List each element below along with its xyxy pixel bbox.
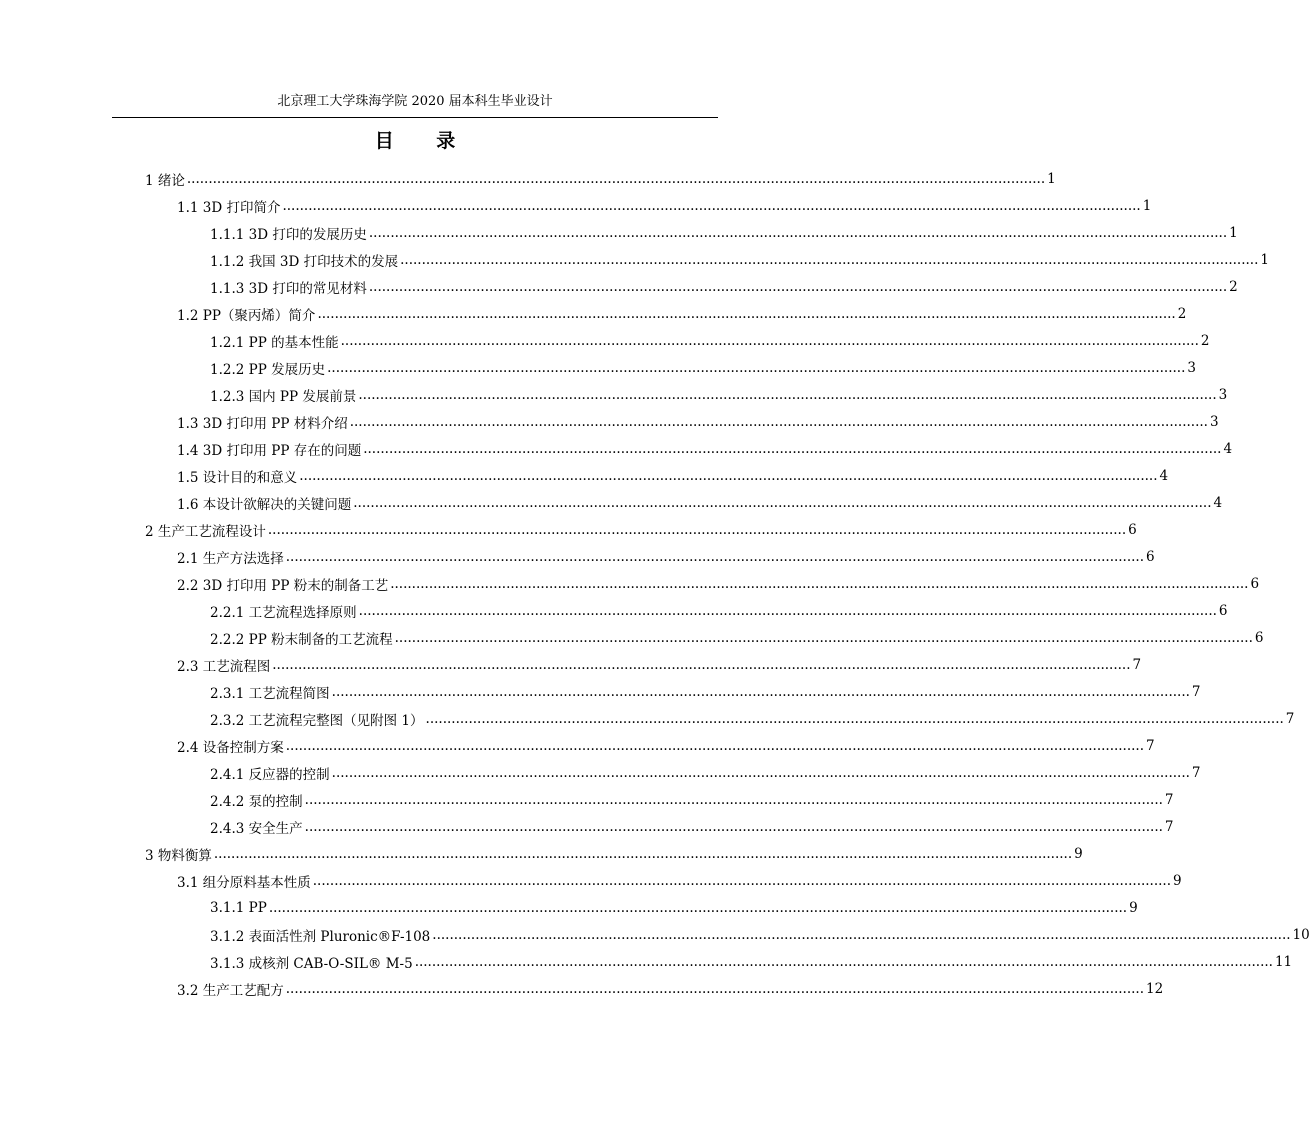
toc-entry-label: 2.3.2 工艺流程完整图（见附图 1）	[210, 712, 424, 729]
toc-entry-page: 11	[1274, 953, 1293, 970]
toc-entry-label: 2.4.1 反应器的控制	[210, 766, 330, 783]
toc-entry-page: 9	[1173, 872, 1182, 889]
toc-leader-dots: ........................................................................................................................................................................................................	[331, 764, 1190, 781]
toc-entry-label: 2.2.2 PP 粉末制备的工艺流程	[210, 631, 393, 648]
toc-entry-page: 1	[1142, 197, 1152, 214]
toc-leader-dots: ........................................................................................................................................................................................................	[317, 305, 1176, 322]
toc-entry-label: 2.3 工艺流程图	[177, 658, 271, 675]
toc-entry[interactable]	[210, 624, 1264, 651]
toc-entry-page: 1	[1229, 224, 1238, 241]
toc-leader-dots: ........................................................................................................................................................................................................	[267, 521, 1127, 538]
toc-entry-label: 2.4.2 泵的控制	[210, 793, 303, 810]
toc-leader-dots: ........................................................................................................................................................................................................	[312, 872, 1172, 889]
toc-entry-page: 6	[1250, 575, 1260, 592]
toc-entry-page: 7	[1146, 737, 1155, 754]
toc-entry[interactable]	[210, 705, 1295, 732]
toc-entry[interactable]	[210, 354, 1196, 381]
toc-entry-page: 3	[1187, 359, 1196, 376]
toc-entry-label: 1.6 本设计欲解决的关键问题	[177, 496, 352, 513]
toc-entry[interactable]	[210, 273, 1238, 300]
toc-entry[interactable]	[177, 300, 1187, 327]
toc-title: 目 录	[374, 130, 474, 152]
toc-leader-dots: ........................................................................................................................................................................................................	[285, 980, 1145, 997]
toc-entry[interactable]	[145, 516, 1137, 543]
toc-entry[interactable]	[145, 165, 1056, 192]
toc-leader-dots: ........................................................................................................................................................................................................	[394, 629, 1253, 646]
toc-entry[interactable]	[210, 381, 1228, 408]
toc-entry[interactable]	[177, 192, 1152, 219]
toc-entry-page: 9	[1129, 899, 1138, 916]
toc-entry-label: 3.1.1 PP	[210, 899, 267, 916]
toc-leader-dots: ........................................................................................................................................................................................................	[285, 548, 1145, 565]
toc-entry-page: 10	[1292, 926, 1310, 943]
toc-entry[interactable]	[177, 543, 1155, 570]
toc-leader-dots: ........................................................................................................................................................................................................	[353, 494, 1212, 511]
toc-entry[interactable]	[210, 921, 1310, 948]
toc-entry-page: 1	[1047, 170, 1056, 187]
toc-entry-page: 7	[1191, 764, 1201, 781]
toc-entry-label: 3.1.2 表面活性剂 Pluronic®F-108	[210, 928, 431, 945]
toc-leader-dots: ........................................................................................................................................................................................................	[390, 575, 1249, 592]
toc-entry-label: 1.5 设计目的和意义	[177, 469, 298, 486]
toc-entry[interactable]	[177, 570, 1260, 597]
toc-entry[interactable]	[210, 813, 1174, 840]
toc-leader-dots: ........................................................................................................................................................................................................	[414, 953, 1273, 970]
toc-entry-label: 2.4.3 安全生产	[210, 820, 303, 837]
toc-entry-page: 6	[1146, 548, 1155, 565]
toc-leader-dots: ........................................................................................................................................................................................................	[432, 926, 1291, 943]
toc-entry-page: 7	[1132, 656, 1142, 673]
toc-entry[interactable]	[177, 462, 1169, 489]
toc-leader-dots: ........................................................................................................................................................................................................	[340, 332, 1199, 349]
toc-leader-dots: ........................................................................................................................................................................................................	[282, 197, 1141, 214]
toc-entry-page: 2	[1177, 305, 1187, 322]
toc-entry-page: 9	[1074, 845, 1083, 862]
toc-entry-page: 2	[1229, 278, 1238, 295]
toc-entry[interactable]	[210, 246, 1269, 273]
header-rule	[112, 117, 718, 118]
toc-entry-label: 1.1 3D 打印简介	[177, 199, 281, 216]
toc-entry-page: 4	[1213, 494, 1223, 511]
toc-leader-dots: ........................................................................................................................................................................................................	[358, 386, 1217, 403]
toc-leader-dots: ........................................................................................................................................................................................................	[304, 818, 1163, 835]
toc-entry-page: 6	[1128, 521, 1137, 538]
toc-entry[interactable]	[210, 678, 1201, 705]
toc-leader-dots: ........................................................................................................................................................................................................	[213, 845, 1073, 862]
toc-leader-dots: ........................................................................................................................................................................................................	[368, 278, 1228, 295]
toc-entry-label: 2.2.1 工艺流程选择原则	[210, 604, 357, 621]
toc-entry-page: 7	[1191, 683, 1201, 700]
toc-entry-page: 7	[1164, 791, 1174, 808]
toc-leader-dots: ........................................................................................................................................................................................................	[331, 683, 1190, 700]
toc-entry[interactable]	[210, 894, 1138, 921]
toc-leader-dots: ........................................................................................................................................................................................................	[363, 440, 1222, 457]
toc-entry-label: 2.2 3D 打印用 PP 粉末的制备工艺	[177, 577, 389, 594]
toc-entry-page: 1	[1260, 251, 1269, 268]
toc-leader-dots: ........................................................................................................................................................................................................	[186, 170, 1046, 187]
toc-entry-label: 1.2.3 国内 PP 发展前景	[210, 388, 357, 405]
toc-leader-dots: ........................................................................................................................................................................................................	[268, 899, 1128, 916]
toc-entry-label: 1.1.1 3D 打印的发展历史	[210, 226, 367, 243]
toc-entry[interactable]	[210, 597, 1228, 624]
toc-entry[interactable]	[177, 489, 1223, 516]
toc-entry[interactable]	[177, 867, 1182, 894]
toc-entry-label: 1 绪论	[145, 172, 185, 189]
toc-entry-label: 1.3 3D 打印用 PP 材料介绍	[177, 415, 348, 432]
toc-entry-page: 6	[1218, 602, 1228, 619]
toc-leader-dots: ........................................................................................................................................................................................................	[327, 359, 1186, 376]
toc-entry[interactable]	[177, 435, 1233, 462]
toc-entry-page: 2	[1200, 332, 1210, 349]
toc-entry-label: 3.2 生产工艺配方	[177, 982, 284, 999]
toc-entry-label: 3 物料衡算	[145, 847, 212, 864]
page-header: 北京理工大学珠海学院 2020 届本科生毕业设计	[277, 94, 553, 109]
toc-leader-dots: ........................................................................................................................................................................................................	[285, 737, 1145, 754]
toc-entry[interactable]	[177, 651, 1142, 678]
toc-entry-label: 1.2.2 PP 发展历史	[210, 361, 326, 378]
toc-entry-label: 2.3.1 工艺流程简图	[210, 685, 330, 702]
toc-entry-label: 2 生产工艺流程设计	[145, 523, 266, 540]
toc-leader-dots: ........................................................................................................................................................................................................	[299, 467, 1158, 484]
toc-entry-page: 6	[1254, 629, 1264, 646]
toc-leader-dots: ........................................................................................................................................................................................................	[304, 791, 1163, 808]
toc-entry[interactable]	[210, 327, 1210, 354]
toc-leader-dots: ........................................................................................................................................................................................................	[368, 224, 1228, 241]
toc-leader-dots: ........................................................................................................................................................................................................	[400, 251, 1259, 268]
toc-entry-page: 7	[1285, 710, 1295, 727]
toc-entry-page: 4	[1223, 440, 1233, 457]
toc-entry-label: 2.4 设备控制方案	[177, 739, 284, 756]
toc-entry[interactable]	[210, 948, 1293, 975]
toc-entry[interactable]	[210, 219, 1238, 246]
toc-entry[interactable]	[210, 759, 1201, 786]
toc-entry[interactable]	[177, 732, 1155, 759]
toc-entry[interactable]	[145, 840, 1083, 867]
toc-entry-page: 12	[1146, 980, 1164, 997]
toc-entry-label: 1.2.1 PP 的基本性能	[210, 334, 339, 351]
toc-entry-label: 1.1.3 3D 打印的常见材料	[210, 280, 367, 297]
toc-leader-dots: ........................................................................................................................................................................................................	[425, 710, 1284, 727]
toc-entry[interactable]	[210, 786, 1174, 813]
toc-entry-page: 3	[1218, 386, 1228, 403]
toc-entry[interactable]	[177, 975, 1164, 1002]
toc-leader-dots: ........................................................................................................................................................................................................	[272, 656, 1131, 673]
toc-entry-label: 1.4 3D 打印用 PP 存在的问题	[177, 442, 362, 459]
toc-leader-dots: ........................................................................................................................................................................................................	[358, 602, 1217, 619]
toc-entry-label: 3.1 组分原料基本性质	[177, 874, 311, 891]
toc-entry-label: 1.2 PP（聚丙烯）简介	[177, 307, 316, 324]
toc-leader-dots: ........................................................................................................................................................................................................	[349, 413, 1208, 430]
toc-entry-label: 2.1 生产方法选择	[177, 550, 284, 567]
toc-entry-page: 7	[1164, 818, 1174, 835]
toc-entry-page: 3	[1209, 413, 1219, 430]
toc-entry-label: 1.1.2 我国 3D 打印技术的发展	[210, 253, 399, 270]
toc-entry-page: 4	[1159, 467, 1169, 484]
toc-entry[interactable]	[177, 408, 1219, 435]
toc-entry-label: 3.1.3 成核剂 CAB-O-SIL® M-5	[210, 955, 413, 972]
